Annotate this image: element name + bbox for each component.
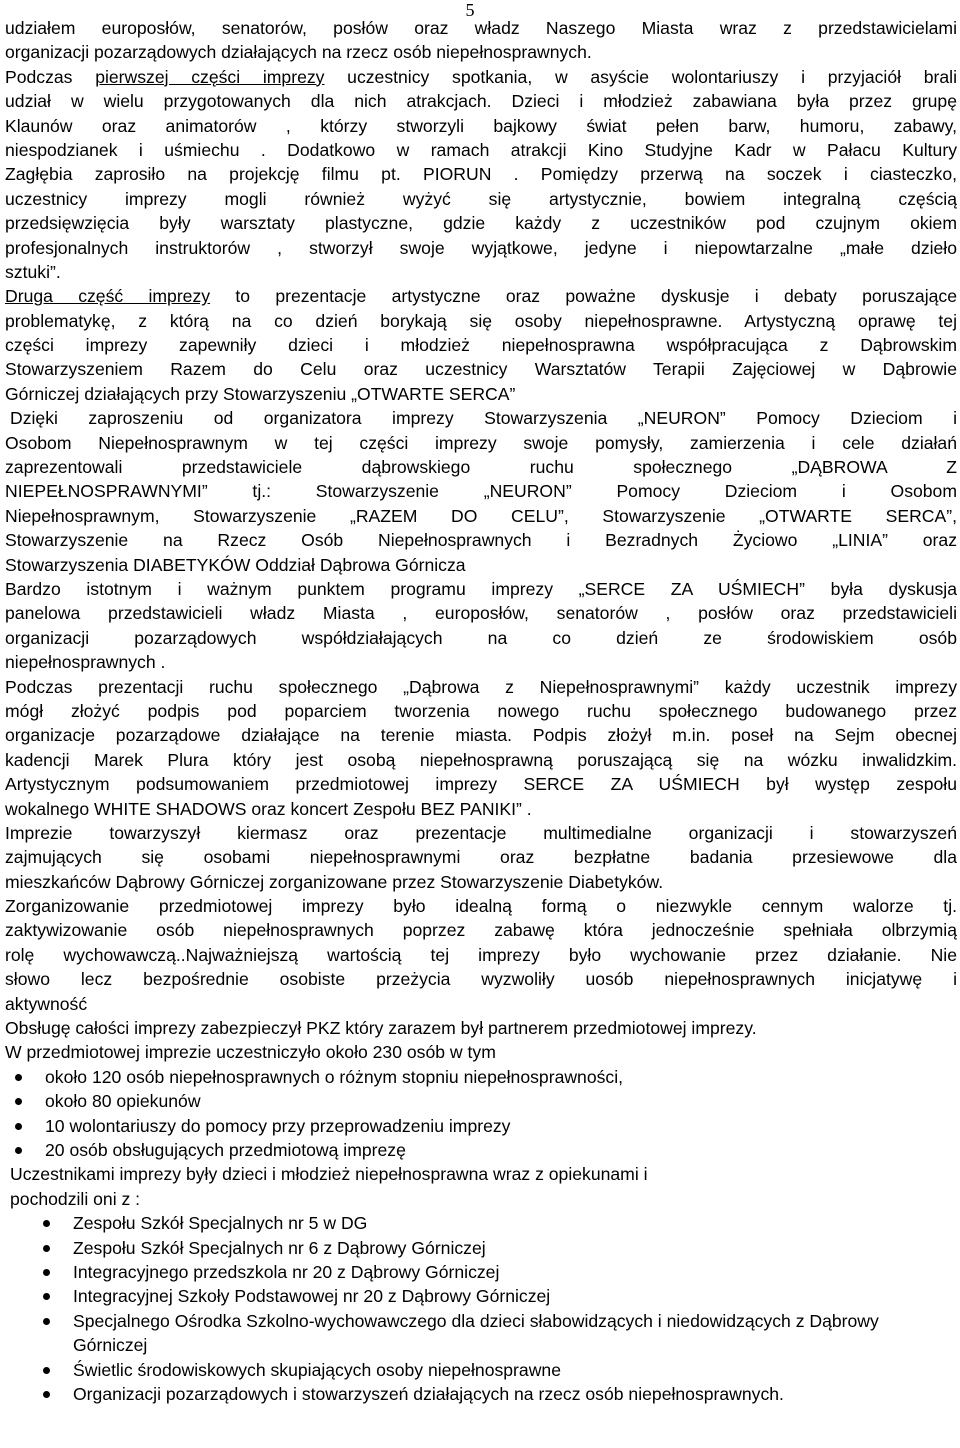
page-number: 5 [465,0,475,20]
text-line: przedsięwzięcia były warsztaty plastyczne, gdzie każdy z uczestników pod czujnym okiem [5,213,957,234]
text-line: organizacji pozarządowych działających na rzecz osób niepełnosprawnych. [5,42,592,63]
bullet-icon [43,1293,50,1300]
text-line: Podczas pierwszej części imprezy uczestnicy spotkania, w asyście wolontariuszy i przyjaciół brali [5,66,957,87]
list-item [5,1114,957,1138]
list-item [5,1284,957,1308]
text-line: sztuki”. [5,261,61,282]
bullet-icon [15,1147,22,1154]
text-line: W przedmiotowej imprezie uczestniczyło około 230 osób w tym [5,1042,496,1063]
text-line: Zorganizowanie przedmiotowej imprezy było idealną formą o niezwykle cennym walorze tj. [5,896,957,917]
text-line: kadencji Marek Plura który jest osobą niepełnosprawną poruszającą się na wózku inwalidzkim. [5,749,957,770]
text-line: niepełnosprawnych . [5,652,166,673]
text-line: Druga część imprezy to prezentacje artystyczne oraz poważne dyskusje i debaty poruszające [5,286,957,307]
text-line: rolę wychowawczą..Najważniejszą wartością tej imprezy było wychowanie przez działanie. Nie [5,944,957,965]
participants-list [5,1065,957,1163]
text-line: części imprezy zapewniły dzieci i młodzież niepełnosprawna współpracująca z Dąbrowskim [5,335,957,356]
text-line: Podczas prezentacji ruchu społecznego „Dąbrowa z Niepełnosprawnymi” każdy uczestnik imprezy [5,676,957,697]
text-line: Niepełnosprawnym, Stowarzyszenie „RAZEM DO CELU”, Stowarzyszenie „OTWARTE SERCA”, [5,505,957,526]
text-line: Obsługę całości imprezy zabezpieczył PKZ który zarazem był partnerem przedmiotowej imprezy. [5,1018,757,1039]
list-item-text: Specjalnego Ośrodka Szkolno-wychowawczego dla dzieci słabowidzących i niedowidzących z Dąbrowy Górniczej [73,1310,879,1356]
list-item [5,1065,957,1089]
text-line: profesjonalnych instruktorów , stworzył swoje wyjątkowe, jedyne i niepowtarzalne „małe dzieło [5,237,957,258]
list-item [5,1358,957,1382]
text-line: uczestnicy imprezy mogli również wyżyć się artystycznie, bowiem integralną częścią [5,188,957,209]
text-line: Dzięki zaproszeniu od organizatora imprezy Stowarzyszenia „NEURON” Pomocy Dzieciom i [10,408,957,429]
text-line: Bardzo istotnym i ważnym punktem programu imprezy „SERCE ZA UŚMIECH” była dyskusja [5,578,957,599]
text-line: Imprezie towarzyszył kiermasz oraz prezentacje multimedialne organizacji i stowarzyszeń [5,822,957,843]
text-line: Górniczej działających przy Stowarzyszeniu „OTWARTE SERCA” [5,383,516,404]
list-item-text: 20 osób obsługujących przedmiotową imprezę [45,1140,406,1161]
document-body [5,16,957,1406]
text-line: zajmujących się osobami niepełnosprawnymi oraz bezpłatne badania przesiewowe dla [5,847,957,868]
bullet-icon [15,1074,22,1081]
text-line: organizacji pozarządowych współdziałających na co dzień ze środowiskiem osób [5,627,957,648]
list-item-text: Świetlic środowiskowych skupiających osoby niepełnosprawne [73,1359,561,1380]
text-line: pochodzili oni z : [10,1188,141,1209]
text-line: Uczestnikami imprezy były dzieci i młodzież niepełnosprawna wraz z opiekunami i [10,1164,648,1185]
text-line: Stowarzyszenie na Rzecz Osób Niepełnosprawnych i Bezradnych Życiowo „LINIA” oraz [5,530,957,551]
list-item [5,1211,957,1235]
text-line: zaktywizowanie osób niepełnosprawnych poprzez zabawę która jednocześnie spełniała olbrzymią [5,920,957,941]
text-line: problematykę, z którą na co dzień borykają się osoby niepełnosprawne. Artystyczną oprawę tej [5,310,957,331]
underlined-phrase: pierwszej części imprezy [95,66,325,87]
list-item-text: około 120 osób niepełnosprawnych o różnym stopniu niepełnosprawności, [45,1066,624,1087]
text-line: udział w wielu przygotowanych dla nich atrakcjach. Dzieci i młodzież zabawiana była przez grupę [5,91,957,112]
list-item-text: Integracyjnego przedszkola nr 20 z Dąbrowy Górniczej [73,1262,500,1283]
text-line: panelowa przedstawicieli władz Miasta , europosłów, senatorów , posłów oraz przedstawicieli [5,603,957,624]
text-line: organizacje pozarządowe działające na terenie miasta. Podpis złożył m.in. poseł na Sejm obecnej [5,725,957,746]
text-line: Zagłębia zaprosiło na projekcję filmu pt. PIORUN . Pomiędzy przerwą na soczek i ciasteczko, [5,164,957,185]
bullet-icon [15,1098,22,1105]
bullet-icon [43,1245,50,1252]
list-item-text: 10 wolontariuszy do pomocy przy przeprowadzeniu imprezy [45,1115,511,1136]
text-line: aktywność [5,993,88,1014]
list-item-text: Organizacji pozarządowych i stowarzyszeń działających na rzecz osób niepełnosprawnych. [73,1384,784,1405]
bullet-icon [15,1123,22,1130]
text-line: Klaunów oraz animatorów , którzy stworzyli bajkowy świat pełen barw, humoru, zabawy, [5,115,957,136]
text-line: mógł złożyć podpis pod poparciem tworzenia nowego ruchu społecznego budowanego przez [5,700,957,721]
text-line: mieszkańców Dąbrowy Górniczej zorganizowane przez Stowarzyszenie Diabetyków. [5,871,664,892]
bullet-icon [43,1318,50,1325]
bullet-icon [43,1367,50,1374]
list-item [5,1089,957,1113]
list-item [5,1309,957,1358]
list-item [5,1236,957,1260]
list-item-text: Zespołu Szkół Specjalnych nr 5 w DG [73,1213,368,1234]
underlined-phrase: Druga część imprezy [5,286,211,307]
text-line: NIEPEŁNOSPRAWNYMI” tj.: Stowarzyszenie „NEURON” Pomocy Dzieciom i Osobom [5,481,957,502]
text-line: zaprezentowali przedstawiciele dąbrowskiego ruchu społecznego „DĄBROWA Z [5,457,957,478]
text-line: słowo lecz bezpośrednie osobiste przeżycia wyzwoliły uosób niepełnosprawnych inicjatywę i [5,969,957,990]
list-item-text: Zespołu Szkół Specjalnych nr 6 z Dąbrowy Górniczej [73,1237,486,1258]
text-line: udziałem europosłów, senatorów, posłów oraz władz Naszego Miasta wraz z przedstawicielami [5,18,957,38]
bullet-icon [43,1269,50,1276]
text-line: Stowarzyszenia DIABETYKÓW Oddział Dąbrowa Górnicza [5,554,466,575]
origins-list [5,1211,957,1406]
bullet-icon [43,1391,50,1398]
list-item [5,1382,957,1406]
text-line: Stowarzyszeniem Razem do Celu oraz uczestnicy Warsztatów Terapii Zajęciowej w Dąbrowie [5,359,957,380]
list-item-text: Integracyjnej Szkoły Podstawowej nr 20 z Dąbrowy Górniczej [73,1286,551,1307]
text-line: niespodzianek i uśmiechu . Dodatkowo w ramach atrakcji Kino Studyjne Kadr w Pałacu Kultury [5,139,957,160]
list-item [5,1138,957,1162]
list-item [5,1260,957,1284]
list-item-text: około 80 opiekunów [45,1091,201,1112]
text-line: Osobom Niepełnosprawnym w tej części imprezy swoje pomysły, zamierzenia i cele działań [5,432,957,453]
text-line: Artystycznym podsumowaniem przedmiotowej imprezy SERCE ZA UŚMIECH był występ zespołu [5,774,957,795]
text-line: wokalnego WHITE SHADOWS oraz koncert Zespołu BEZ PANIKI” . [5,798,532,819]
bullet-icon [43,1220,50,1227]
